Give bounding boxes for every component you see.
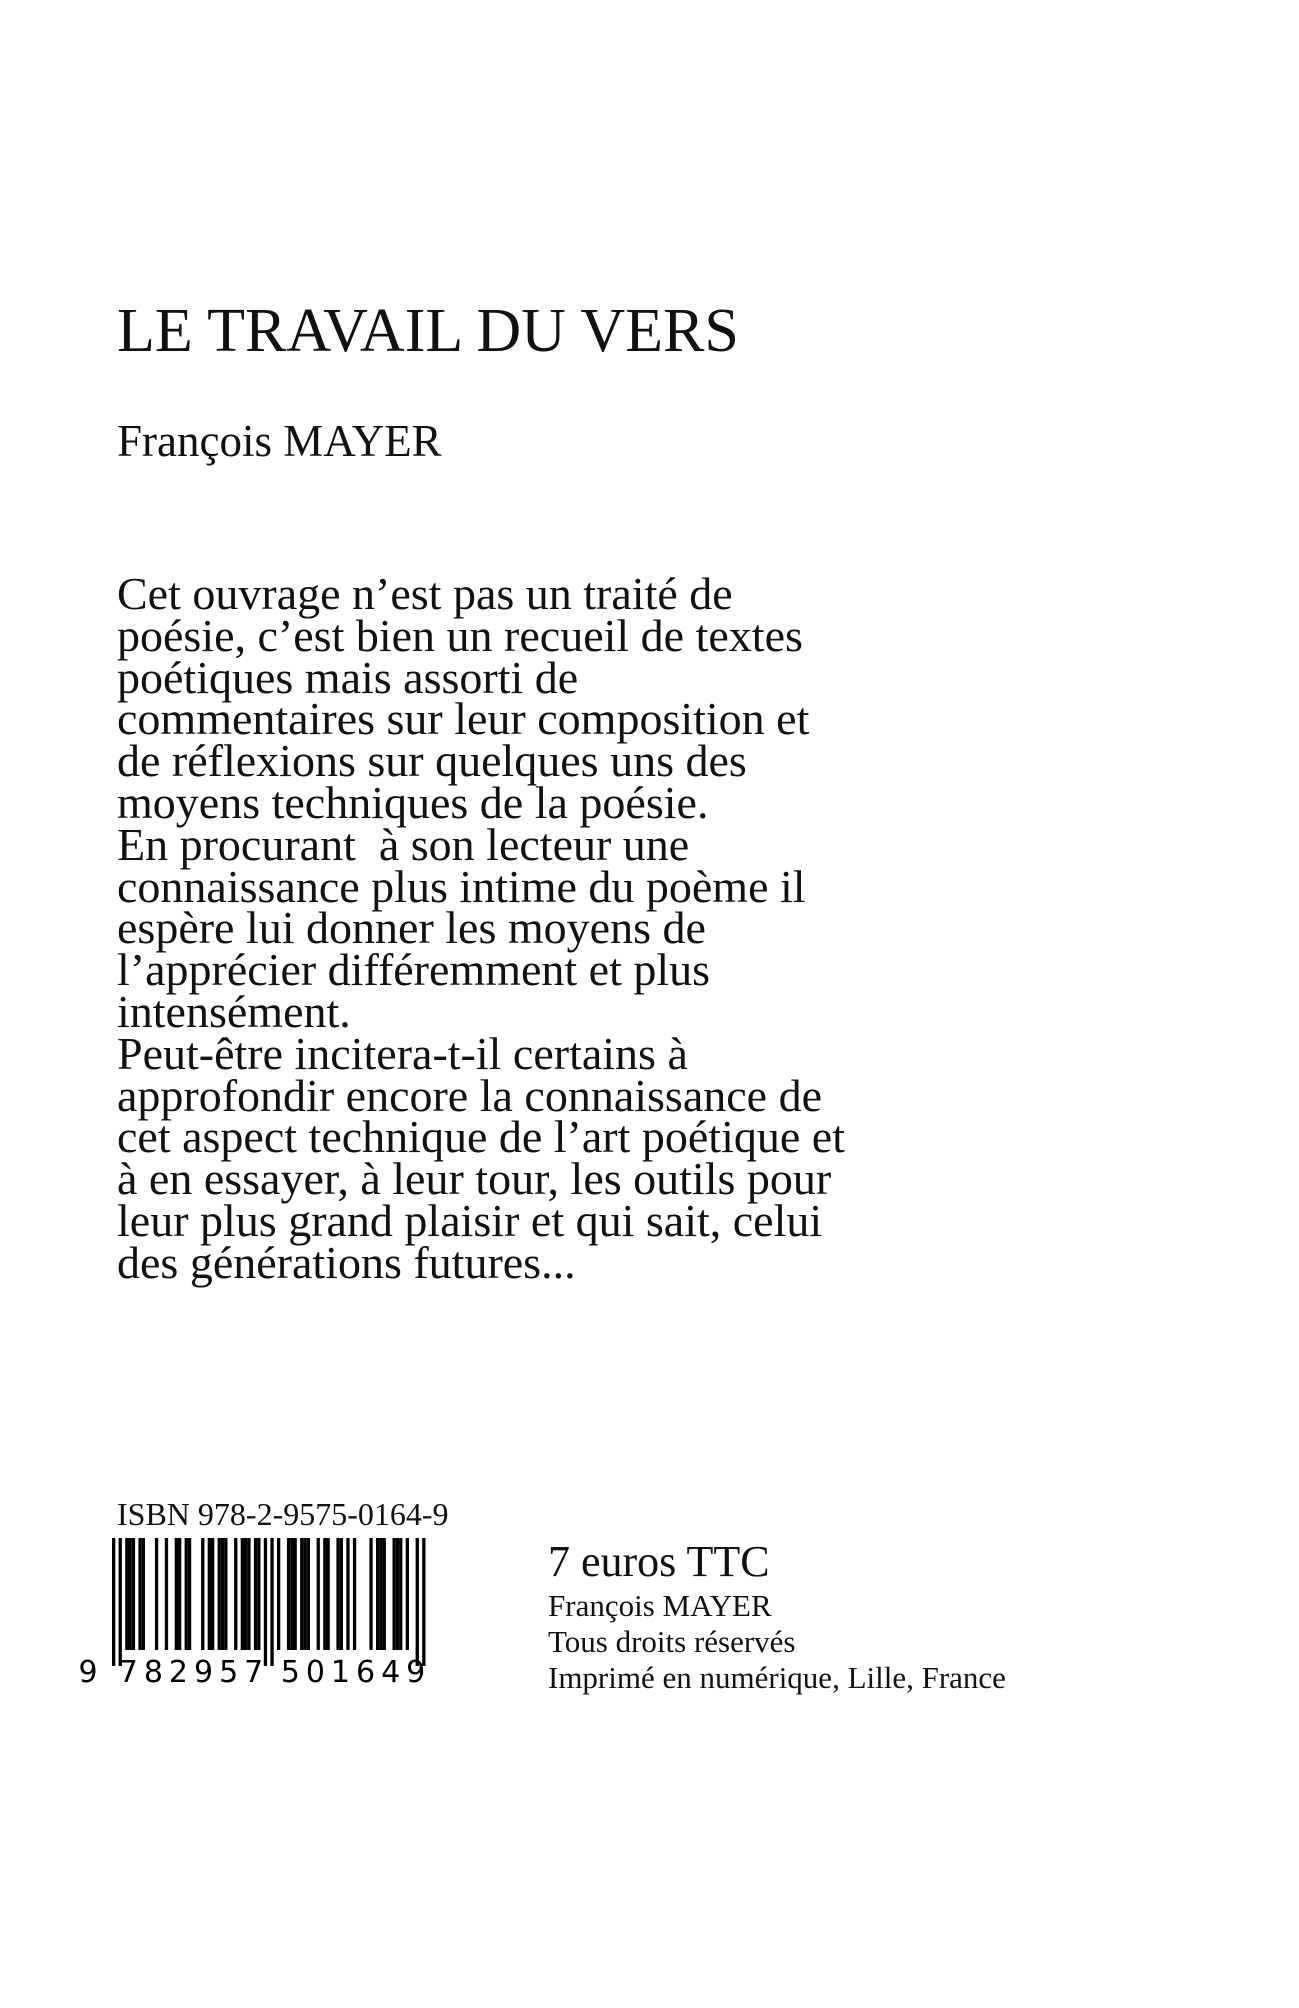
- barcode-bar: [369, 1538, 372, 1650]
- barcode-right-digits: 501649: [280, 1655, 432, 1686]
- barcode-bar: [323, 1538, 326, 1650]
- barcode-bar: [399, 1538, 402, 1650]
- barcode-left-digits: 782957: [118, 1655, 270, 1686]
- blurb-line: cet aspect technique de l’art poétique et: [117, 1111, 845, 1163]
- barcode-bar: [188, 1538, 191, 1650]
- barcode-guard-bar: [112, 1538, 115, 1666]
- imprint-block: [548, 1536, 1006, 1696]
- barcode-bar: [327, 1538, 330, 1650]
- barcode-guard-bar: [416, 1538, 419, 1666]
- blurb-line: poésie, c’est bien un recueil de textes: [117, 609, 803, 661]
- barcode-bar: [346, 1538, 349, 1650]
- barcode-bar: [178, 1538, 181, 1650]
- barcode-bar: [287, 1538, 290, 1650]
- barcode-bar: [221, 1538, 224, 1650]
- barcode-bar: [132, 1538, 135, 1650]
- blurb-line: commentaires sur leur composition et: [117, 693, 810, 745]
- barcode-bar: [125, 1538, 128, 1650]
- barcode-bar: [247, 1538, 250, 1650]
- printing-notice: Imprimé en numérique, Lille, France: [548, 1660, 1006, 1695]
- barcode-bar: [185, 1538, 188, 1650]
- barcode-guard-bar: [119, 1538, 122, 1666]
- barcode-guard-bar: [422, 1538, 425, 1666]
- barcode-bar: [290, 1538, 293, 1650]
- barcode-bar: [307, 1538, 310, 1650]
- blurb-line: Peut-être incitera-t-il certains à: [117, 1027, 688, 1079]
- blurb-line: En procurant à son lecteur une: [117, 818, 690, 870]
- rights-notice: Tous droits réservés: [548, 1624, 796, 1659]
- isbn-barcode: [78, 1536, 488, 1686]
- barcode-bar: [254, 1538, 257, 1650]
- back-cover-blurb: [117, 568, 1117, 1288]
- barcode-bar: [383, 1538, 386, 1650]
- barcode-bar: [277, 1538, 280, 1650]
- barcode-guard-bar: [264, 1538, 267, 1666]
- barcode-bar: [165, 1538, 168, 1650]
- barcode-bar: [303, 1538, 306, 1650]
- barcode-bar: [396, 1538, 399, 1650]
- blurb-line: à en essayer, à leur tour, les outils pour: [117, 1153, 832, 1205]
- blurb-line: Cet ouvrage n’est pas un traité de: [117, 568, 733, 619]
- blurb-line: connaissance plus intime du poème il: [117, 860, 806, 912]
- barcode-bar: [155, 1538, 158, 1650]
- barcode-bar: [211, 1538, 214, 1650]
- barcode-bar: [234, 1538, 237, 1650]
- price-label: 7 euros TTC: [548, 1537, 770, 1586]
- barcode-guard-bar: [270, 1538, 273, 1666]
- barcode-bar: [142, 1538, 145, 1650]
- barcode-bar: [129, 1538, 132, 1650]
- barcode-bar: [406, 1538, 409, 1650]
- barcode-bar: [224, 1538, 227, 1650]
- barcode-bar: [317, 1538, 320, 1650]
- book-title: LE TRAVAIL DU VERS: [117, 297, 739, 365]
- barcode-bar: [376, 1538, 379, 1650]
- blurb-line: des générations futures...: [117, 1236, 576, 1288]
- publisher-name: François MAYER: [548, 1588, 772, 1623]
- barcode-bar: [393, 1538, 396, 1650]
- barcode-bar: [340, 1538, 343, 1650]
- blurb-line: espère lui donner les moyens de: [117, 902, 706, 954]
- blurb-line: moyens techniques de la poésie.: [117, 776, 709, 828]
- barcode-bar: [208, 1538, 211, 1650]
- barcode-first-digit: 9: [78, 1655, 98, 1686]
- blurb-line: leur plus grand plaisir et qui sait, celui: [117, 1194, 823, 1246]
- barcode-bar: [201, 1538, 204, 1650]
- barcode-bar: [336, 1538, 339, 1650]
- barcode-bar: [294, 1538, 297, 1650]
- isbn-label: ISBN 978-2-9575-0164-9: [117, 1496, 449, 1532]
- blurb-line: intensément.: [117, 985, 351, 1037]
- book-author: François MAYER: [117, 416, 442, 466]
- barcode-bar: [300, 1538, 303, 1650]
- blurb-line: approfondir encore la connaissance de: [117, 1069, 823, 1121]
- barcode-bar: [379, 1538, 382, 1650]
- barcode-bar: [218, 1538, 221, 1650]
- barcode-bar: [257, 1538, 260, 1650]
- blurb-line: poétiques mais assorti de: [117, 651, 579, 703]
- blurb-line: l’apprécier différemment et plus: [117, 944, 711, 996]
- barcode-bar: [175, 1538, 178, 1650]
- barcode-bar: [241, 1538, 244, 1650]
- blurb-line: de réflexions sur quelques uns des: [117, 735, 747, 787]
- barcode-bar: [138, 1538, 141, 1650]
- barcode-bar: [244, 1538, 247, 1650]
- barcode-bar: [353, 1538, 356, 1650]
